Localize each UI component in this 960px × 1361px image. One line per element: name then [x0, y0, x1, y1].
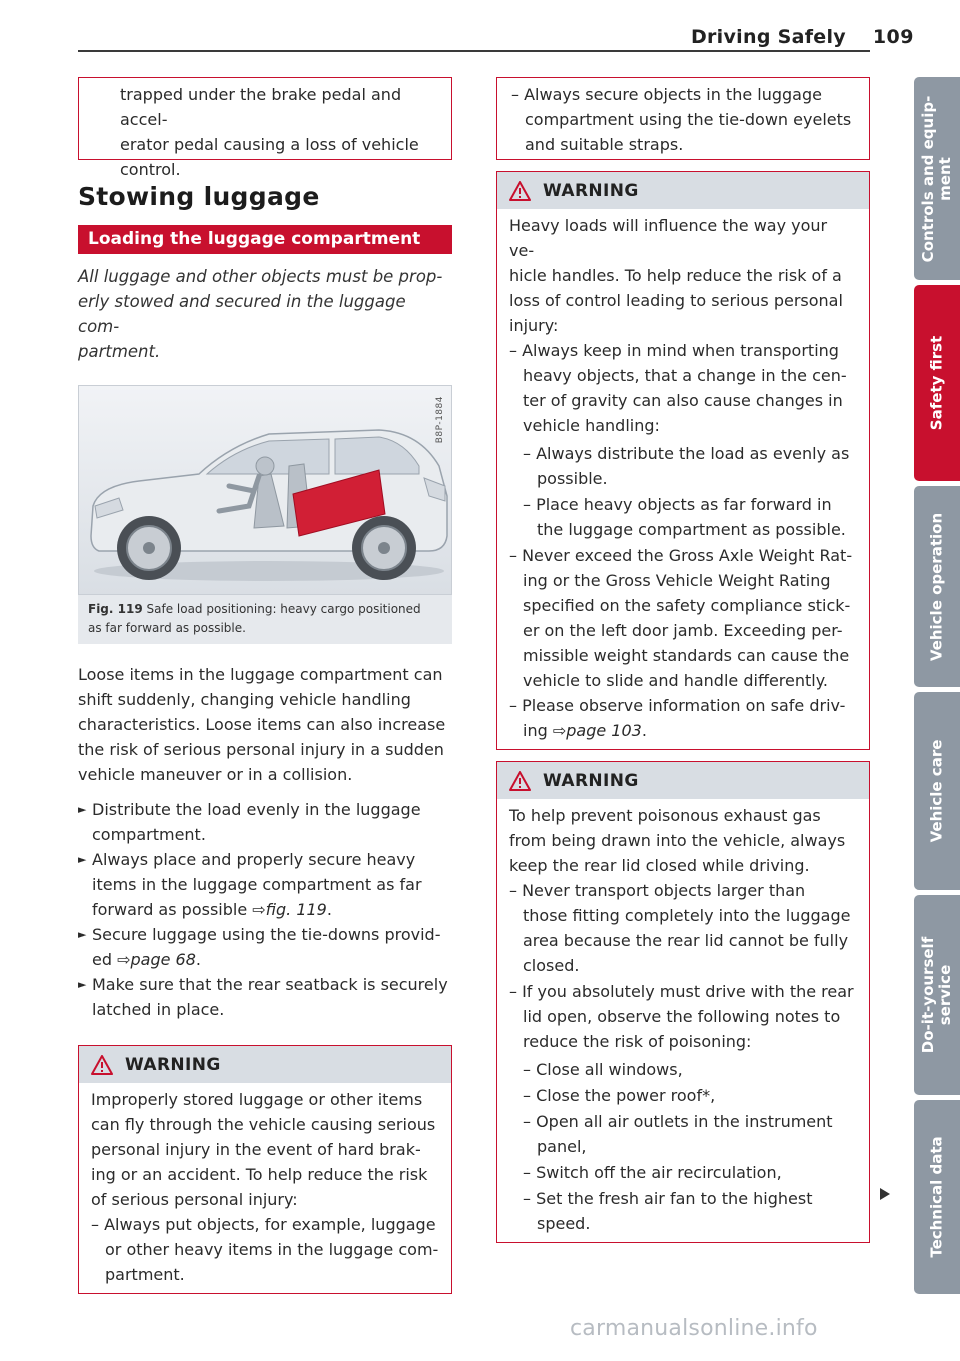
warning-line: reduce the risk of poisoning: — [523, 1032, 752, 1051]
continued-warning-box — [496, 77, 870, 160]
warning-title: WARNING — [543, 180, 639, 201]
warning-line: – Open all air outlets in the instrument — [523, 1112, 833, 1131]
bullet-triangle-icon: ► — [78, 978, 87, 991]
warning-triangle-icon — [91, 1055, 113, 1075]
warning-line: – If you absolutely must drive with the rear — [509, 982, 854, 1001]
warning-line: – Never exceed the Gross Axle Weight Rat- — [509, 546, 853, 565]
warning-line: – Always keep in mind when transporting — [509, 341, 839, 360]
tab-technical-data[interactable] — [914, 1100, 960, 1294]
lead-line: All luggage and other objects must be prop- — [78, 267, 443, 286]
warning-body — [497, 209, 869, 749]
continued-warning-box — [78, 77, 452, 179]
list-line: Secure luggage using the tie-downs provid- — [92, 925, 441, 944]
list-item — [78, 847, 452, 922]
list-line: latched in place. — [92, 1000, 225, 1019]
warning-line: area because the rear lid cannot be fully — [523, 931, 849, 950]
cont-line: erator pedal causing a loss of vehicle — [120, 135, 419, 154]
list-line: Distribute the load evenly in the luggage — [92, 800, 421, 819]
warning-line: or other heavy items in the luggage com- — [105, 1240, 439, 1259]
car-cutaway-image — [79, 386, 452, 595]
warning-box-exhaust — [496, 761, 870, 1243]
warning-line: Heavy loads will influence the way your ve- — [509, 216, 828, 260]
warning-text: ing — [523, 721, 553, 740]
warning-line: specified on the safety compliance stick- — [523, 596, 851, 615]
tab-label: Technical data — [927, 1136, 946, 1258]
warning-line: – Never transport objects larger than — [509, 881, 806, 900]
list-text: ed — [92, 950, 118, 969]
cont-line: trapped under the brake pedal and accel- — [120, 85, 402, 129]
warning-line: keep the rear lid closed while driving. — [509, 856, 810, 875]
list-item — [78, 797, 452, 847]
warning-line: from being drawn into the vehicle, always — [509, 831, 846, 850]
warning-line: Improperly stored luggage or other items — [91, 1090, 423, 1109]
header-rule — [78, 50, 870, 52]
right-column — [496, 77, 870, 1243]
list-line — [92, 897, 452, 922]
warning-line: – Always put objects, for example, luggage — [91, 1215, 436, 1234]
warning-line: panel, — [537, 1137, 587, 1156]
watermark: carmanualsonline.info — [570, 1316, 818, 1341]
cont-line: – Always secure objects in the luggage — [511, 85, 822, 104]
caption-label: Fig. 119 — [88, 602, 143, 616]
bullet-triangle-icon: ► — [78, 853, 87, 866]
warning-line: – Place heavy objects as far forward in — [523, 495, 832, 514]
warning-triangle-icon — [509, 181, 531, 201]
warning-box — [78, 1045, 452, 1294]
list-item — [78, 922, 452, 972]
warning-line: ing or an accident. To help reduce the risk — [91, 1165, 428, 1184]
continue-arrow-icon — [880, 1188, 890, 1200]
warning-line: – Please observe information on safe driv- — [509, 696, 846, 715]
list-text: forward as possible — [92, 900, 253, 919]
list-line — [92, 947, 452, 972]
warning-line: of serious personal injury: — [91, 1190, 298, 1209]
tab-do-it-yourself-service[interactable] — [914, 895, 960, 1095]
warning-header — [497, 762, 869, 799]
caption-text: Safe load positioning: heavy cargo positioned — [142, 602, 421, 616]
section-heading: Stowing luggage — [78, 182, 320, 211]
bullet-triangle-icon: ► — [78, 928, 87, 941]
body-line: vehicle maneuver or in a collision. — [78, 765, 353, 784]
warning-line: – Always distribute the load as evenly as — [523, 444, 850, 463]
list-line: Always place and properly secure heavy — [92, 850, 416, 869]
tab-label: Vehicle operation — [927, 512, 946, 661]
tab-controls-and-equipment[interactable] — [914, 77, 960, 280]
warning-line: partment. — [105, 1265, 185, 1284]
warning-line: lid open, observe the following notes to — [523, 1007, 841, 1026]
cont-line: control. — [120, 160, 181, 179]
warning-line: er on the left door jamb. Exceeding per- — [523, 621, 843, 640]
list-text: . — [195, 950, 201, 969]
left-column — [78, 77, 452, 1294]
figure-caption — [78, 595, 452, 644]
warning-body — [79, 1083, 451, 1293]
warning-line: missible weight standards can cause the — [523, 646, 850, 665]
warning-title: WARNING — [543, 770, 639, 791]
tab-label: Vehicle care — [927, 739, 946, 843]
warning-box-heavy-loads — [496, 171, 870, 750]
warning-triangle-icon — [509, 771, 531, 791]
cont-line: and suitable straps. — [525, 135, 684, 154]
lead-paragraph — [78, 264, 452, 364]
body-line: the risk of serious personal injury in a sudden — [78, 740, 444, 759]
page-number: 109 — [872, 26, 914, 48]
tab-label: Do-it-yourself service — [919, 936, 954, 1054]
running-title: Driving Safely — [690, 26, 846, 48]
warning-header — [497, 172, 869, 209]
body-line: characteristics. Loose items can also increase — [78, 715, 446, 734]
warning-line: vehicle handling: — [523, 416, 660, 435]
instruction-list — [78, 797, 452, 1022]
warning-line: closed. — [523, 956, 580, 975]
tab-vehicle-care[interactable] — [914, 692, 960, 890]
chapter-tabs — [914, 77, 960, 1299]
list-text: . — [326, 900, 332, 919]
cross-reference-link[interactable]: ⇨page 68 — [117, 950, 196, 969]
cont-line: compartment using the tie-down eyelets — [525, 110, 852, 129]
warning-title: WARNING — [125, 1054, 221, 1075]
warning-line: ing or the Gross Vehicle Weight Rating — [523, 571, 831, 590]
page-header — [78, 22, 938, 52]
body-line: shift suddenly, changing vehicle handling — [78, 690, 411, 709]
warning-line: ter of gravity can also cause changes in — [523, 391, 843, 410]
warning-line: hicle handles. To help reduce the risk of a — [509, 266, 842, 285]
warning-line: – Close the power roof*, — [523, 1086, 716, 1105]
warning-line: personal injury in the event of hard brak- — [91, 1140, 421, 1159]
warning-line: those fitting completely into the luggage — [523, 906, 851, 925]
warning-line: the luggage compartment as possible. — [537, 520, 846, 539]
warning-line: can fly through the vehicle causing serious — [91, 1115, 436, 1134]
lead-line: partment. — [78, 342, 161, 361]
warning-line: heavy objects, that a change in the cen- — [523, 366, 847, 385]
tab-safety-first[interactable] — [914, 285, 960, 481]
caption-text: as far forward as possible. — [88, 621, 246, 635]
warning-line: loss of control leading to serious personal — [509, 291, 843, 310]
warning-line: speed. — [537, 1214, 591, 1233]
tab-vehicle-operation[interactable] — [914, 486, 960, 687]
warning-text: . — [641, 721, 647, 740]
warning-line: To help prevent poisonous exhaust gas — [509, 806, 821, 825]
car-illustration — [78, 385, 452, 595]
warning-line: – Close all windows, — [523, 1060, 683, 1079]
body-line: Loose items in the luggage compartment can — [78, 665, 443, 684]
warning-line: vehicle to slide and handle differently. — [523, 671, 829, 690]
warning-line: – Set the fresh air fan to the highest — [523, 1189, 813, 1208]
warning-line: possible. — [537, 469, 608, 488]
list-line: Make sure that the rear seatback is securely — [92, 975, 448, 994]
tab-label: Controls and equip- ment — [919, 95, 954, 262]
list-line: items in the luggage compartment as far — [92, 875, 422, 894]
figure-code: B8P-1884 — [435, 396, 445, 444]
warning-body — [497, 799, 869, 1242]
cross-reference-link[interactable]: ⇨page 103 — [552, 721, 642, 740]
tab-label: Safety first — [927, 335, 946, 431]
list-item — [78, 972, 452, 1022]
warning-line: – Switch off the air recirculation, — [523, 1163, 782, 1182]
cross-reference-link[interactable]: ⇨fig. 119 — [252, 900, 327, 919]
warning-line — [509, 718, 857, 743]
bullet-triangle-icon: ► — [78, 803, 87, 816]
lead-line: erly stowed and secured in the luggage com- — [78, 292, 406, 336]
list-line: compartment. — [92, 825, 206, 844]
body-paragraph — [78, 662, 452, 787]
warning-header — [79, 1046, 451, 1083]
figure-119 — [78, 385, 452, 644]
subsection-banner: Loading the luggage compartment — [78, 225, 452, 254]
warning-line: injury: — [509, 316, 559, 335]
